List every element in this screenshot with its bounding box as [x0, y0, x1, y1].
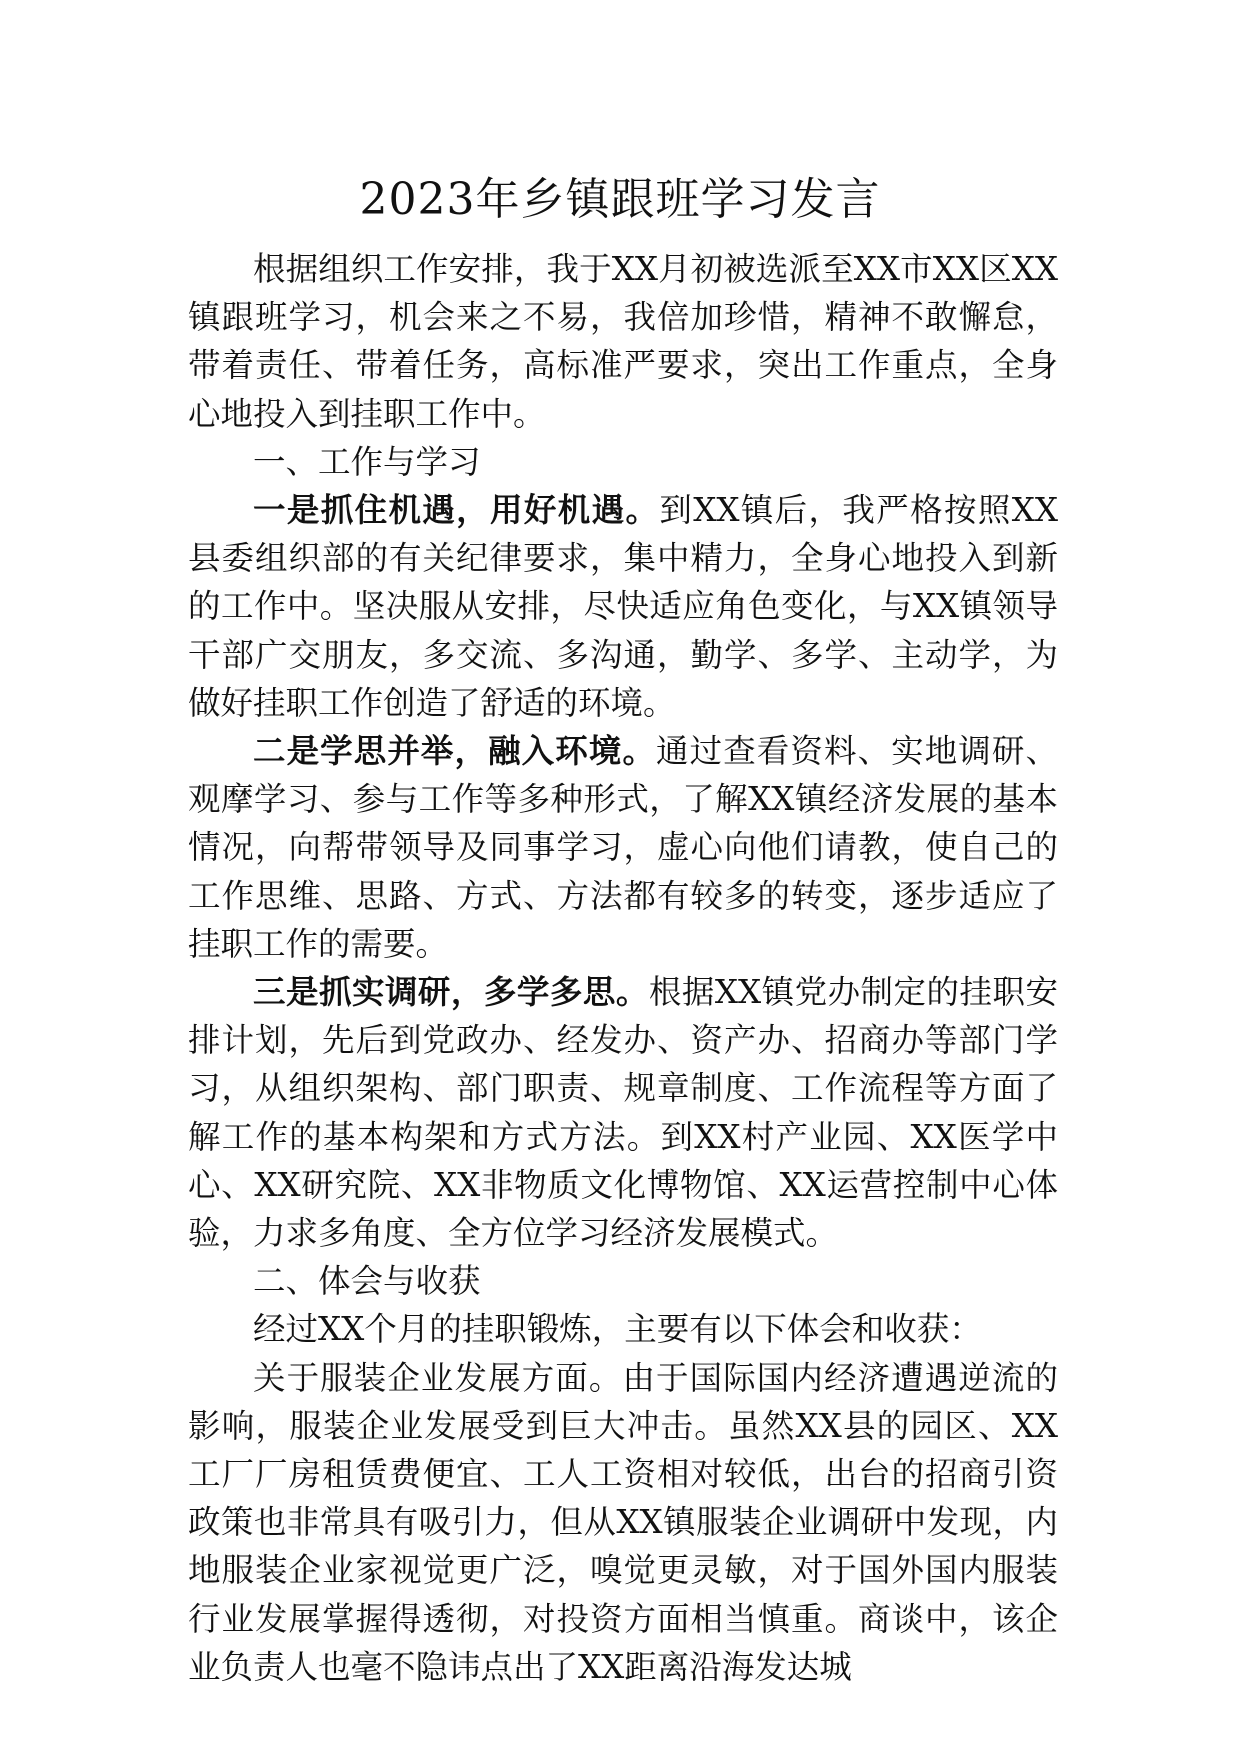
section-heading-text: 二、体会与收获	[253, 1262, 481, 1301]
paragraph-text: 根据XX镇党办制定的挂职安排计划，先后到党政办、经发办、资产办、招商办等部门学习，从组织架构、部门职责、规章制度、工作流程等方面了解工作的基本构架和方式方法。到XX村产业园、XX医学中心、XX研究院、XX非物质文化博物馆、XX运营控制中心体验，力求多角度、全方位学习经济发展模式。	[188, 973, 1058, 1253]
paragraph-point-two	[188, 727, 1058, 968]
paragraph-text: 根据组织工作安排，我于XX月初被选派至XX市XX区XX镇跟班学习，机会来之不易，我倍加珍惜，精神不敢懈怠，带着责任、带着任务，高标准严要求，突出工作重点，全身心地投入到挂职工作中。	[188, 250, 1058, 433]
paragraph-lead: 二是学思并举，融入环境。	[253, 732, 657, 771]
page-title: 2023年乡镇跟班学习发言	[359, 174, 881, 225]
paragraph-text: 经过XX个月的挂职锻炼，主要有以下体会和收获：	[253, 1310, 982, 1349]
paragraph-text: 通过查看资料、实地调研、观摩学习、参与工作等多种形式，了解XX镇经济发展的基本情况，向帮带领导及同事学习，虚心向他们请教，使自己的工作思维、思路、方式、方法都有较多的转变，逐步适应了挂职工作的需要。	[188, 732, 1058, 963]
intro-paragraph	[188, 245, 1058, 438]
section-heading-gains	[188, 1257, 1058, 1305]
paragraph-point-one	[188, 486, 1058, 727]
paragraph-lead: 一是抓住机遇，用好机遇。	[253, 491, 660, 530]
garment-industry-paragraph	[188, 1354, 1058, 1691]
section-heading-text: 一、工作与学习	[253, 442, 481, 481]
paragraph-text: 到XX镇后，我严格按照XX县委组织部的有关纪律要求，集中精力，全身心地投入到新的工作中。坚决服从安排，尽快适应角色变化，与XX镇领导干部广交朋友，多交流、多沟通，勤学、多学、主动学，为做好挂职工作创造了舒适的环境。	[188, 491, 1058, 722]
paragraph-point-three	[188, 968, 1058, 1257]
document-body	[188, 245, 1058, 1691]
gains-intro-paragraph	[188, 1305, 1058, 1353]
section-heading-work-study	[188, 438, 1058, 486]
paragraph-text: 关于服装企业发展方面。由于国际国内经济遭遇逆流的影响，服装企业发展受到巨大冲击。虽然XX县的园区、XX工厂厂房租赁费便宜、工人工资相对较低，出台的招商引资政策也非常具有吸引力，但从XX镇服装企业调研中发现，内地服装企业家视觉更广泛，嗅觉更灵敏，对于国外国内服装行业发展掌握得透彻，对投资方面相当慎重。商谈中，该企业负责人也毫不隐讳点出了XX距离沿海发达城	[188, 1358, 1058, 1686]
paragraph-lead: 三是抓实调研，多学多思。	[253, 973, 649, 1012]
